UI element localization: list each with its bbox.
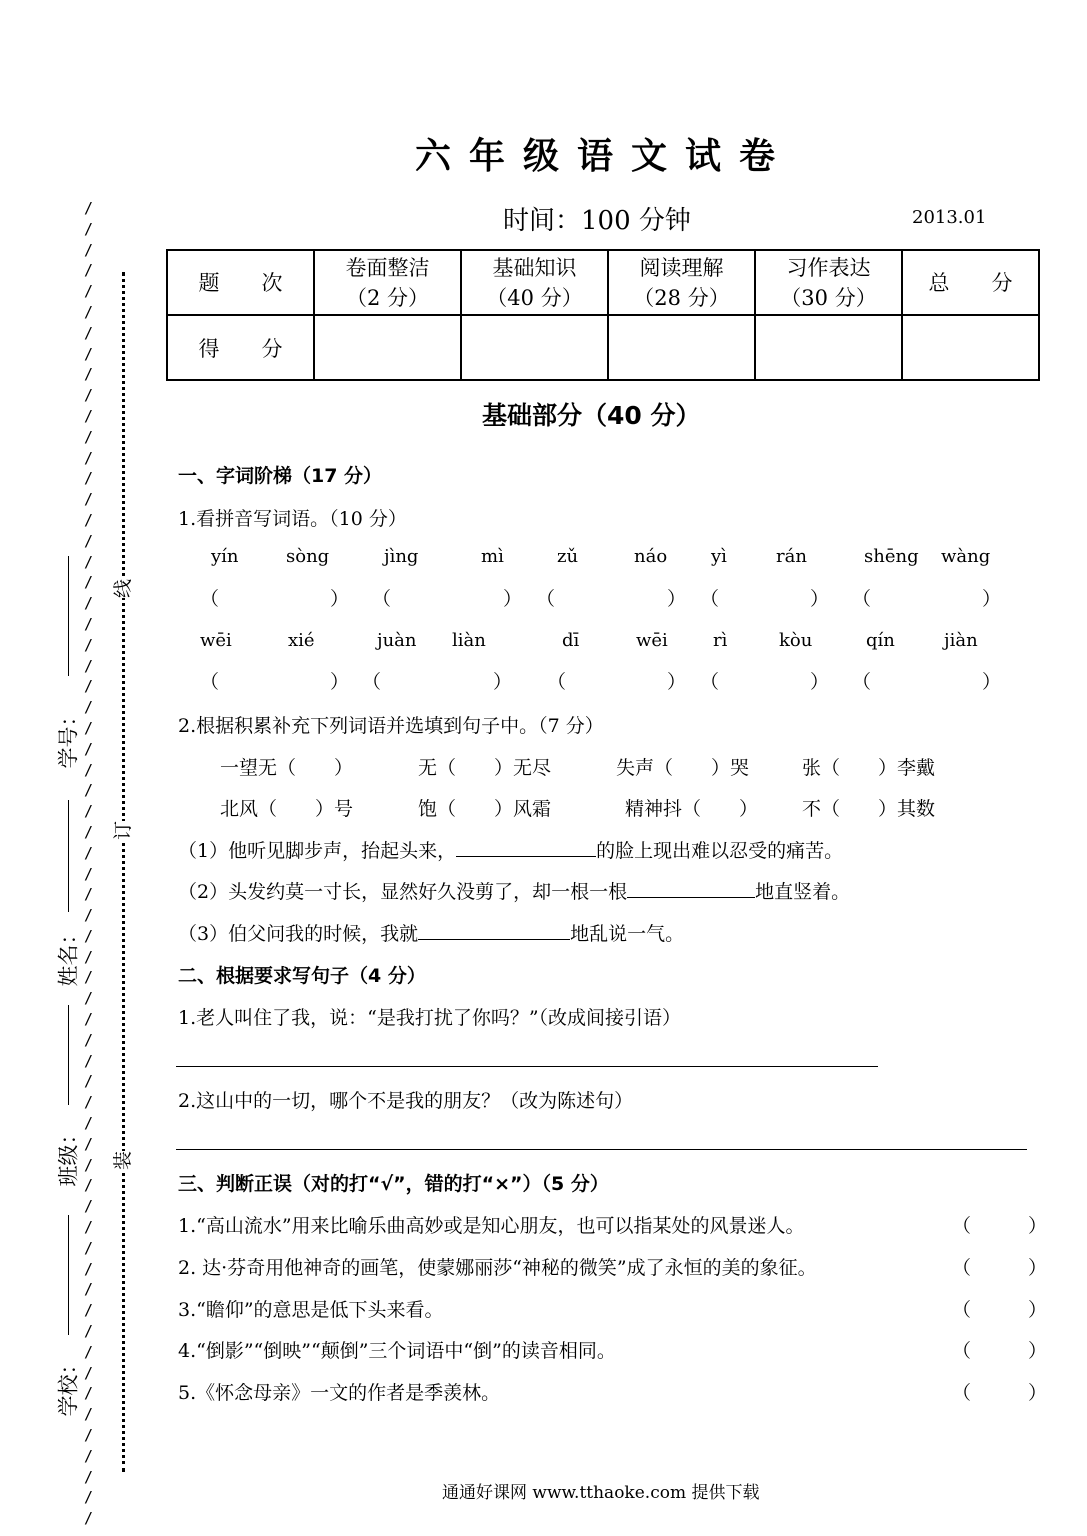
score-table-header-cell: 总 分 (902, 250, 1039, 315)
score-input-cell[interactable] (314, 315, 461, 380)
judge-answer-3[interactable]: （ ） (952, 1299, 1048, 1321)
pinyin: jiàn (944, 630, 978, 651)
pinyin: rì (713, 630, 728, 651)
score-input-cell[interactable] (608, 315, 755, 380)
binding-char-xian: 线 (108, 579, 135, 598)
sentence-3: （3）伯父问我的时候，我就 地乱说一气。 (178, 923, 685, 945)
score-input-cell[interactable] (902, 315, 1039, 380)
q2-2-answer-line[interactable] (176, 1149, 1027, 1150)
q3-title: 三、判断正误（对的打“√”，错的打“×”）（5 分） (178, 1173, 609, 1195)
pinyin: náo (634, 546, 668, 567)
pinyin: liàn (452, 630, 486, 651)
judge-item-3: 3.“瞻仰”的意思是低下头来看。 (178, 1299, 444, 1321)
q1-1-instruction: 1.看拼音写词语。（10 分） (178, 508, 407, 530)
score-table-header-cell: 习作表达 （30 分） (755, 250, 902, 315)
binding-dotted-line (122, 272, 125, 1472)
idiom: 张（ ）李戴 (802, 757, 936, 779)
name-label: 姓名： (56, 923, 81, 987)
score-label-cell: 得 分 (167, 315, 314, 380)
score-table-score-row (167, 315, 1039, 380)
sentence-1-blank[interactable] (456, 838, 596, 857)
pinyin: dī (562, 630, 580, 651)
pinyin: juàn (377, 630, 417, 651)
pinyin: xié (288, 630, 315, 651)
pinyin: mì (481, 546, 504, 567)
pinyin: zǔ (557, 546, 579, 567)
score-table (166, 249, 1040, 381)
judge-item-1: 1.“高山流水”用来比喻乐曲高妙或是知心朋友，也可以指某处的风景迷人。 (178, 1215, 805, 1237)
judge-answer-5[interactable]: （ ） (952, 1382, 1048, 1404)
school-field-line (68, 1215, 69, 1335)
name-field-line (68, 800, 69, 912)
idiom: 无（ ）无尽 (418, 757, 552, 779)
q1-title: 一、字词阶梯（17 分） (178, 465, 383, 487)
score-table-header-cell: 基础知识 （40 分） (461, 250, 608, 315)
judge-answer-4[interactable]: （ ） (952, 1340, 1048, 1362)
footer-source: 通通好课网 www.tthaoke.com 提供下载 (442, 1483, 760, 1503)
binding-slashes: / / / / / / / / / / / / / / / / / / / / / / / / / / / / / / / / / / / / / / / / / / / / / / / / / / / / / / / / / / / / / / / / (84, 199, 94, 1528)
pinyin: sòng (286, 546, 330, 567)
pinyin: jìng (384, 546, 419, 567)
binding-char-zhuang: 装 (108, 1151, 135, 1170)
judge-item-5: 5.《怀念母亲》一文的作者是季羡林。 (178, 1382, 501, 1404)
score-table-header-cell: 阅读理解 （28 分） (608, 250, 755, 315)
number-field-line (68, 556, 69, 676)
score-table-header-row (167, 250, 1039, 315)
idiom: 一望无（ ） (220, 757, 354, 779)
q2-title: 二、根据要求写句子（4 分） (178, 965, 426, 987)
pinyin: rán (776, 546, 807, 567)
number-label: 学号： (56, 705, 81, 769)
judge-item-2: 2. 达·芬奇用他神奇的画笔，使蒙娜丽莎“神秘的微笑”成了永恒的美的象征。 (178, 1257, 817, 1279)
binding-char-ding: 订 (108, 821, 135, 840)
class-field-line (68, 1005, 69, 1105)
sentence-2: （2）头发约莫一寸长，显然好久没剪了，却一根一根 地直竖着。 (178, 881, 851, 903)
q2-2: 2.这山中的一切，哪个不是我的朋友？（改为陈述句） (178, 1090, 634, 1112)
idiom: 失声（ ）哭 (616, 757, 750, 779)
pinyin: wēi (200, 630, 232, 651)
pinyin: yín (211, 546, 239, 567)
idiom: 北风（ ）号 (220, 798, 354, 820)
idiom: 精神抖（ ） (625, 798, 759, 820)
sentence-2-blank[interactable] (627, 879, 755, 898)
q2-1: 1.老人叫住了我，说：“是我打扰了你吗？”（改成间接引语） (178, 1007, 682, 1029)
pinyin: kòu (779, 630, 813, 651)
school-label: 学校： (56, 1353, 81, 1417)
score-input-cell[interactable] (461, 315, 608, 380)
pinyin: yì (711, 546, 727, 567)
q2-1-answer-line[interactable] (176, 1066, 878, 1067)
exam-date: 2013.01 (912, 207, 987, 228)
q1-2-instruction: 2.根据积累补充下列词语并选填到句子中。（7 分） (178, 715, 604, 737)
pinyin: shēng (864, 546, 919, 567)
section-title: 基础部分（40 分） (482, 401, 701, 430)
idiom: 不（ ）其数 (802, 798, 936, 820)
score-table-header-cell: 卷面整洁 （2 分） (314, 250, 461, 315)
judge-answer-1[interactable]: （ ） (952, 1215, 1048, 1237)
score-input-cell[interactable] (755, 315, 902, 380)
judge-item-4: 4.“倒影”“倒映”“颠倒”三个词语中“倒”的读音相同。 (178, 1340, 616, 1362)
pinyin: wàng (941, 546, 991, 567)
judge-answer-2[interactable]: （ ） (952, 1257, 1048, 1279)
class-label: 班级： (56, 1123, 81, 1187)
idiom: 饱（ ）风霜 (418, 798, 552, 820)
pinyin: wēi (636, 630, 668, 651)
exam-time: 时间：100 分钟 (503, 206, 691, 236)
sentence-1: （1）他听见脚步声，抬起头来， 的脸上现出难以忍受的痛苦。 (178, 840, 844, 862)
sentence-3-blank[interactable] (418, 921, 570, 940)
exam-title: 六年级语文试卷 (415, 136, 794, 177)
pinyin: qín (866, 630, 895, 651)
score-table-header-cell: 题 次 (167, 250, 314, 315)
